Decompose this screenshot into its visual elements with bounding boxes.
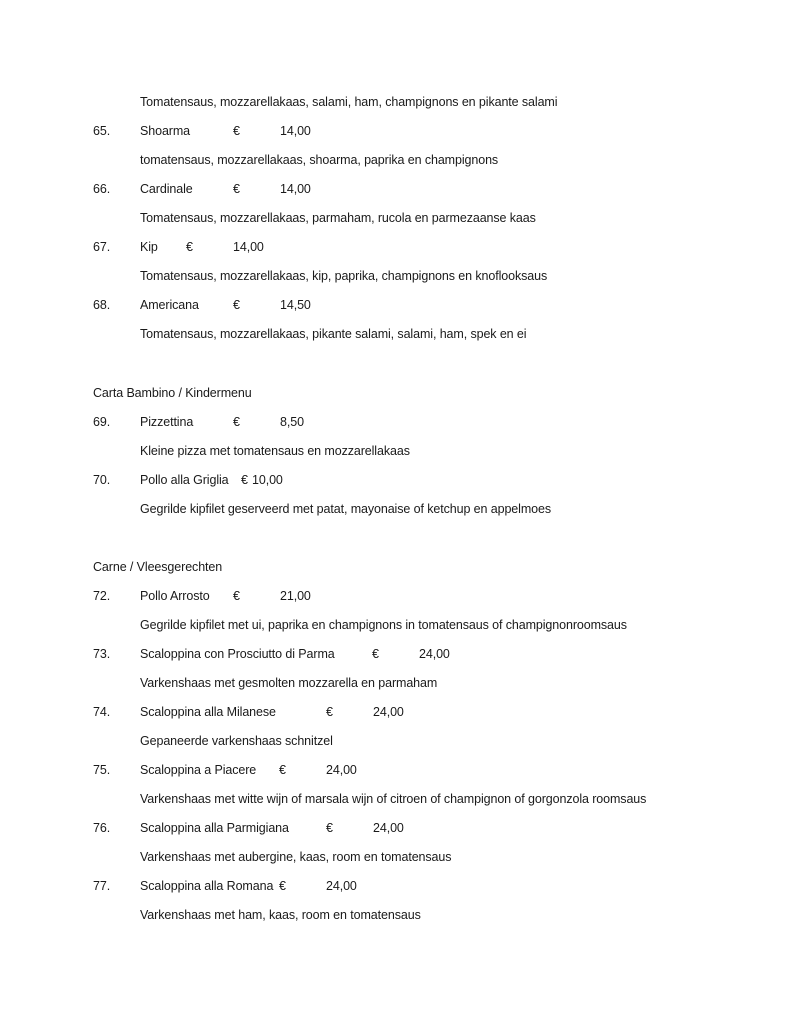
item-description: Tomatensaus, mozzarellakaas, pikante salami, salami, ham, spek en ei: [140, 327, 527, 341]
section-heading-vleesgerechten: Carne / Vleesgerechten: [93, 560, 223, 574]
item-description: Gegrilde kipfilet geserveerd met patat, mayonaise of ketchup en appelmoes: [140, 502, 551, 516]
item-number: 73.: [93, 647, 111, 661]
item-price: 21,00: [280, 589, 311, 603]
item-description: Varkenshaas met witte wijn of marsala wijn of citroen of champignon of gorgonzola roomsaus: [140, 792, 647, 806]
item-name: Pizzettina: [140, 415, 194, 429]
item-number: 67.: [93, 240, 111, 254]
euro-sign: €: [326, 705, 333, 719]
item-description: Kleine pizza met tomatensaus en mozzarellakaas: [140, 444, 410, 458]
item-name: Scaloppina alla Parmigiana: [140, 821, 289, 835]
item-price: 14,00: [280, 124, 311, 138]
item-number: 65.: [93, 124, 111, 138]
item-description: tomatensaus, mozzarellakaas, shoarma, paprika en champignons: [140, 153, 499, 167]
item-name: Pollo Arrosto: [140, 589, 210, 603]
euro-sign: €: [279, 763, 286, 777]
item-number: 74.: [93, 705, 111, 719]
section-heading-kindermenu: Carta Bambino / Kindermenu: [93, 386, 252, 400]
item-description: Varkenshaas met ham, kaas, room en tomatensaus: [140, 908, 421, 922]
item-price: 8,50: [280, 415, 304, 429]
item-name: Scaloppina alla Romana: [140, 879, 274, 893]
item-description: Tomatensaus, mozzarellakaas, parmaham, rucola en parmezaanse kaas: [140, 211, 536, 225]
euro-sign: €: [326, 821, 333, 835]
item-number: 70.: [93, 473, 111, 487]
item-name: Kip: [140, 240, 158, 254]
item-description: Gepaneerde varkenshaas schnitzel: [140, 734, 333, 748]
item-price: 14,50: [280, 298, 311, 312]
euro-sign: €: [233, 415, 240, 429]
euro-sign: €: [233, 298, 240, 312]
item-name: Pollo alla Griglia: [140, 473, 229, 487]
euro-sign: €: [241, 473, 248, 487]
item-description: Tomatensaus, mozzarellakaas, kip, paprika, champignons en knoflooksaus: [140, 269, 548, 283]
item-number: 68.: [93, 298, 111, 312]
item-number: 77.: [93, 879, 111, 893]
item-name: Cardinale: [140, 182, 193, 196]
item-name: Shoarma: [140, 124, 191, 138]
euro-sign: €: [233, 589, 240, 603]
item-price: 24,00: [326, 763, 357, 777]
euro-sign: €: [186, 240, 193, 254]
item-price: 10,00: [252, 473, 283, 487]
item-price: 24,00: [373, 705, 404, 719]
item-number: 72.: [93, 589, 111, 603]
item-price: 24,00: [326, 879, 357, 893]
item-name: Scaloppina con Prosciutto di Parma: [140, 647, 335, 661]
item-name: Scaloppina a Piacere: [140, 763, 257, 777]
item-description: Tomatensaus, mozzarellakaas, salami, ham, champignons en pikante salami: [140, 95, 558, 109]
item-price: 14,00: [280, 182, 311, 196]
item-price: 24,00: [373, 821, 404, 835]
item-description: Varkenshaas met aubergine, kaas, room en tomatensaus: [140, 850, 452, 864]
item-number: 76.: [93, 821, 111, 835]
item-price: 24,00: [419, 647, 450, 661]
item-price: 14,00: [233, 240, 264, 254]
item-name: Americana: [140, 298, 199, 312]
item-number: 69.: [93, 415, 111, 429]
item-number: 75.: [93, 763, 111, 777]
euro-sign: €: [279, 879, 286, 893]
euro-sign: €: [233, 124, 240, 138]
item-number: 66.: [93, 182, 111, 196]
euro-sign: €: [233, 182, 240, 196]
euro-sign: €: [372, 647, 379, 661]
item-description: Varkenshaas met gesmolten mozzarella en parmaham: [140, 676, 438, 690]
item-description: Gegrilde kipfilet met ui, paprika en champignons in tomatensaus of champignonroomsaus: [140, 618, 627, 632]
item-name: Scaloppina alla Milanese: [140, 705, 276, 719]
